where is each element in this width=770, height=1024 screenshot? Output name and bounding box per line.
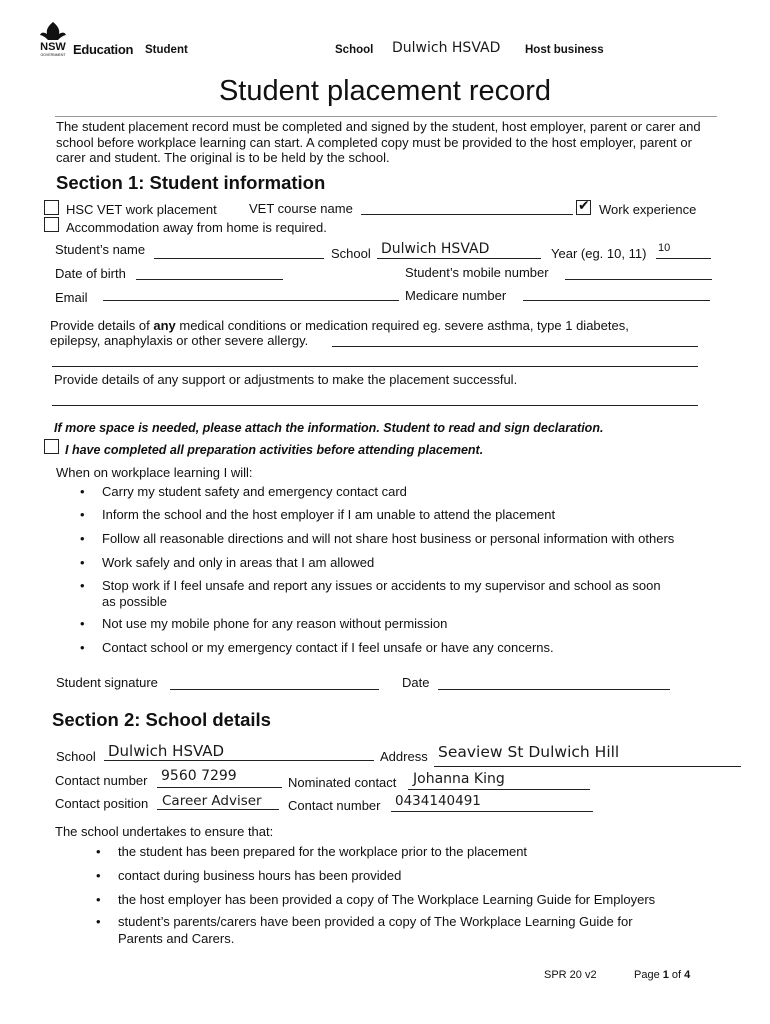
nominated-field[interactable]	[408, 789, 590, 790]
education-logo-text: Education	[73, 42, 134, 57]
header-host-label: Host business	[525, 44, 604, 56]
list-item: • contact during business hours has been provided	[118, 868, 401, 883]
mobile-field[interactable]	[565, 279, 712, 280]
list-item: • student’s parents/carers have been provided a copy of The Workplace Learning Guide for	[118, 914, 633, 929]
students-name-field[interactable]	[154, 258, 324, 259]
title-rule	[55, 116, 717, 117]
s1-school-value[interactable]: Dulwich HSVAD	[381, 241, 490, 257]
signature-field[interactable]	[170, 689, 379, 690]
medicare-label: Medicare number	[405, 288, 507, 303]
prep-checkbox[interactable]	[44, 439, 59, 454]
form-code: SPR 20 v2	[544, 969, 597, 981]
work-experience-checkbox[interactable]	[576, 200, 591, 215]
page-title: Student placement record	[218, 75, 552, 107]
vet-course-field[interactable]	[361, 214, 573, 215]
address-value[interactable]: Seaview St Dulwich Hill	[438, 743, 620, 761]
mobile-label: Student’s mobile number	[405, 265, 549, 280]
list-item-continued: as possible	[102, 594, 168, 609]
s2-school-value[interactable]: Dulwich HSVAD	[108, 742, 225, 760]
position-field[interactable]	[157, 809, 279, 810]
position-value[interactable]: Career Adviser	[162, 793, 262, 809]
dob-label: Date of birth	[55, 266, 126, 281]
prep-label: I have completed all preparation activities before attending placement.	[65, 443, 484, 457]
signature-label: Student signature	[56, 675, 158, 690]
address-label: Address	[380, 749, 428, 764]
list-item: • Follow all reasonable directions and will not share host business or personal information with others	[102, 531, 674, 546]
section2-heading: Section 2: School details	[52, 709, 271, 730]
more-space-note: If more space is needed, please attach the information. Student to read and sign declaration.	[54, 421, 604, 435]
list-item: • the host employer has been provided a copy of The Workplace Learning Guide for Employers	[118, 892, 655, 907]
medical-text: Provide details of any medical conditions or medication required eg. severe asthma, type 1 diabetes,	[50, 318, 629, 333]
vet-course-label: VET course name	[249, 201, 353, 216]
contact2-value[interactable]: 0434140491	[395, 793, 481, 809]
email-field[interactable]	[103, 300, 399, 301]
header-school-label: School	[335, 44, 374, 56]
medicare-field[interactable]	[523, 300, 710, 301]
list-item: • the student has been prepared for the workplace prior to the placement	[118, 844, 527, 859]
support-field[interactable]	[52, 405, 698, 406]
s1-school-field[interactable]	[377, 258, 541, 259]
s1-school-label: School	[331, 246, 371, 261]
dob-field[interactable]	[136, 279, 283, 280]
support-text: Provide details of any support or adjustments to make the placement successful.	[54, 372, 518, 387]
s2-school-field[interactable]	[104, 760, 374, 761]
list-item: • Stop work if I feel unsafe and report any issues or accidents to my supervisor and school as soon	[102, 578, 661, 593]
section1-heading: Section 1: Student information	[56, 172, 326, 193]
header-school-value[interactable]: Dulwich HSVAD	[392, 40, 501, 56]
list-item: • Work safely and only in areas that I am allowed	[102, 555, 374, 570]
list-item: • Contact school or my emergency contact if I feel unsafe or have any concerns.	[102, 640, 554, 655]
header-student-label: Student	[145, 44, 188, 56]
email-label: Email	[55, 290, 88, 305]
contact-number-label: Contact number	[55, 773, 148, 788]
s2-school-label: School	[56, 749, 96, 764]
contact-number-field[interactable]	[157, 787, 282, 788]
year-field[interactable]	[656, 258, 711, 259]
list-item: • Not use my mobile phone for any reason without permission	[102, 616, 447, 631]
waratah-icon	[36, 20, 70, 58]
when-on-label: When on workplace learning I will:	[56, 465, 253, 480]
contact2-label: Contact number	[288, 798, 381, 813]
nominated-value[interactable]: Johanna King	[413, 771, 505, 787]
list-item: • Carry my student safety and emergency contact card	[102, 484, 407, 499]
year-label: Year (eg. 10, 11)	[551, 246, 647, 261]
list-item: • Inform the school and the host employer if I am unable to attend the placement	[102, 507, 555, 522]
nominated-label: Nominated contact	[288, 775, 397, 790]
contact-number-value[interactable]: 9560 7299	[161, 768, 237, 784]
date-label: Date	[402, 675, 430, 690]
date-field[interactable]	[438, 689, 670, 690]
work-experience-label: Work experience	[599, 202, 697, 217]
page-number: Page 1 of 4	[634, 969, 691, 981]
svg-text:NSW: NSW	[40, 41, 66, 53]
list-item-continued: Parents and Carers.	[118, 931, 235, 946]
medical-field-1[interactable]	[332, 346, 698, 347]
undertakes-label: The school undertakes to ensure that:	[55, 824, 274, 839]
year-value[interactable]: 10	[658, 242, 671, 254]
svg-text:GOVERNMENT: GOVERNMENT	[40, 53, 66, 57]
accommodation-label: Accommodation away from home is required.	[66, 220, 327, 235]
intro-text: The student placement record must be completed and signed by the student, host employer, parent or carer and school before workplace learning can start. A completed copy must be provided to the host employer, parent or carer and student. The original is to be held by the school.	[56, 119, 701, 165]
accommodation-checkbox[interactable]	[44, 217, 59, 232]
nsw-logo	[36, 20, 70, 58]
medical-text-line2: epilepsy, anaphylaxis or other severe allergy.	[50, 333, 309, 348]
address-field[interactable]	[434, 766, 741, 767]
position-label: Contact position	[55, 796, 149, 811]
hsc-vet-label: HSC VET work placement	[66, 202, 217, 217]
hsc-vet-checkbox[interactable]	[44, 200, 59, 215]
students-name-label: Student’s name	[55, 242, 146, 257]
medical-field-2[interactable]	[52, 366, 698, 367]
contact2-field[interactable]	[391, 811, 593, 812]
